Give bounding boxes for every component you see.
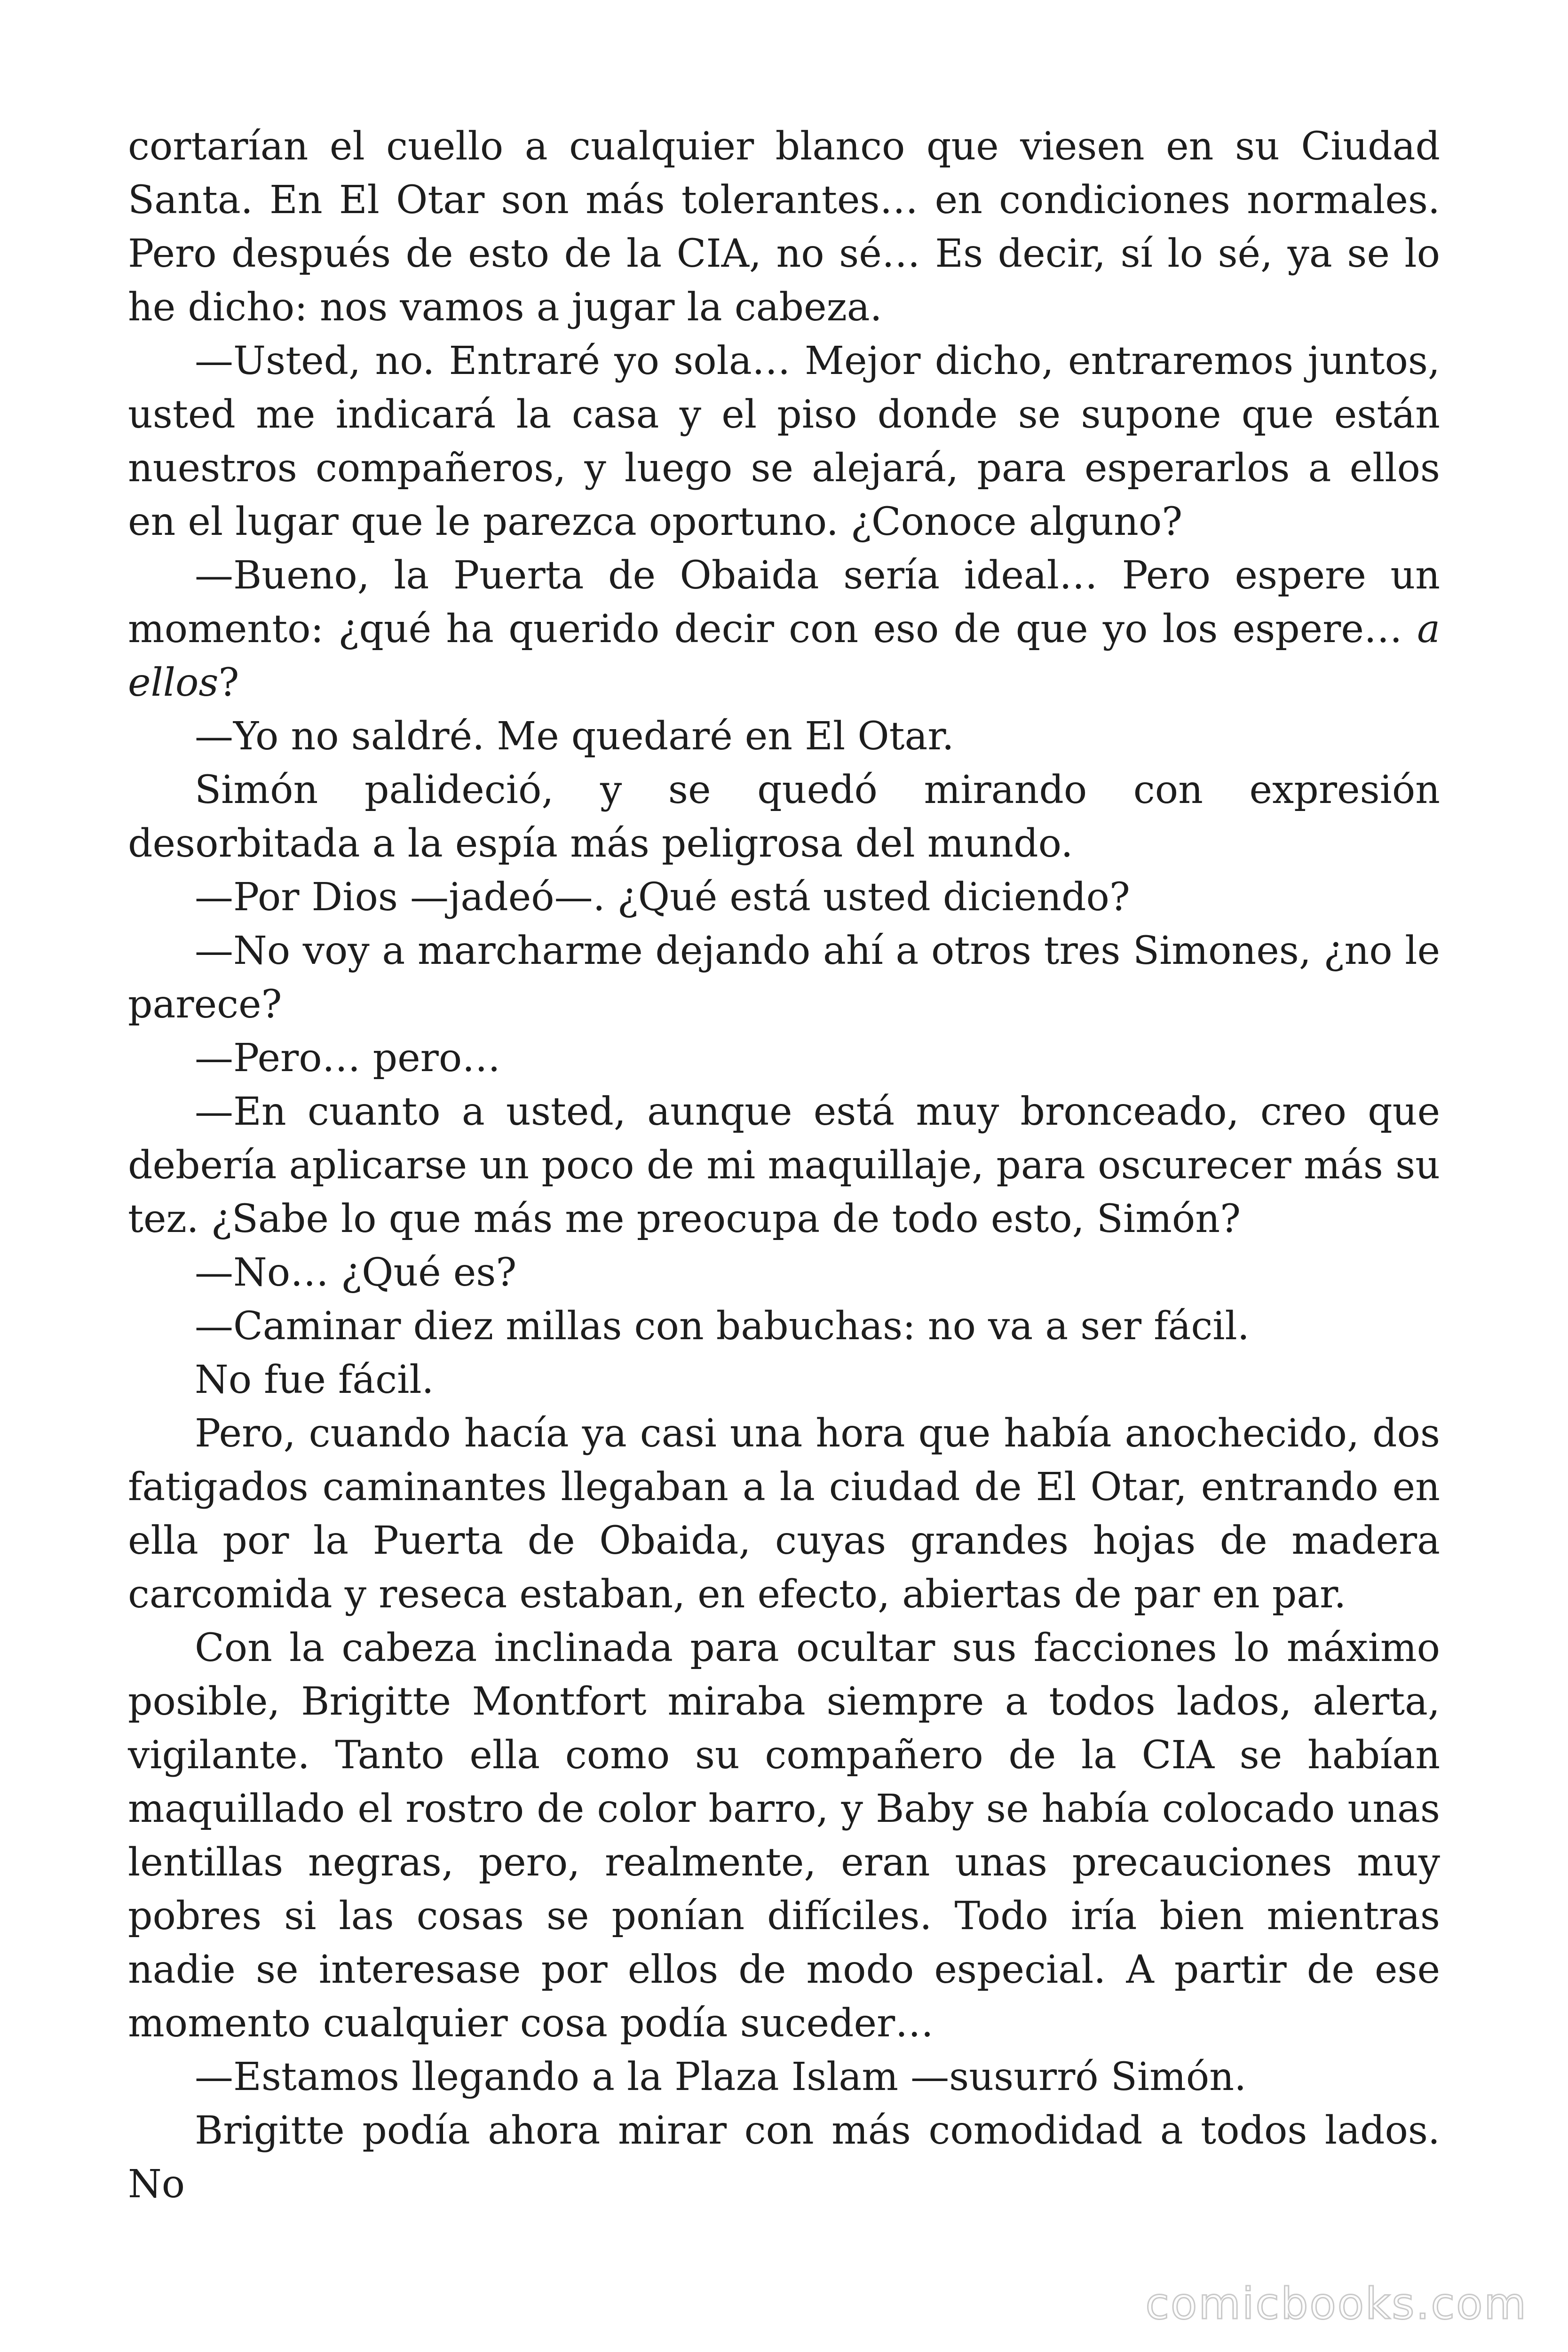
paragraph-1: cortarían el cuello a cualquier blanco que viesen en su Ciudad Santa. En El Otar son más tolerantes… en condiciones normales. Pero después de esto de la CIA, no sé… Es decir, sí lo sé, ya se lo he dicho: nos vamos a jugar la cabeza. — [128, 124, 1440, 330]
paragraph-3-italic: a ellos — [128, 607, 1440, 705]
paragraph-16: Brigitte podía ahora mirar con más comodidad a todos lados. No — [128, 2108, 1440, 2207]
paragraph-3-after: ? — [218, 660, 239, 705]
paragraph-3-text: —Bueno, la Puerta de Obaida sería ideal… Pero espere un momento: ¿qué ha querido decir con eso de que yo los espere… — [128, 553, 1440, 652]
paragraph-8: —Pero… pero… — [195, 1036, 501, 1081]
paragraph-9: —En cuanto a usted, aunque está muy bronceado, creo que debería aplicarse un poco de mi maquillaje, para oscurecer más su tez. ¿Sabe lo que más me preocupa de todo esto, Simón? — [128, 1089, 1440, 1241]
paragraph-10: —No… ¿Qué es? — [195, 1250, 517, 1295]
paragraph-7: —No voy a marcharme dejando ahí a otros tres Simones, ¿no le parece? — [128, 929, 1440, 1027]
paragraph-12: No fue fácil. — [195, 1358, 434, 1402]
paragraph-14: Con la cabeza inclinada para ocultar sus facciones lo máximo posible, Brigitte Montfort miraba siempre a todos lados, alerta, vigilante. Tanto ella como su compañero de la CIA se habían maquillado el rostro de color barro, y Baby se había colocado unas lentillas negras, pero, realmente, eran unas precauciones muy pobres si las cosas se ponían difíciles. Todo iría bien mientras nadie se interesase por ellos de modo especial. A partir de ese momento cualquier cosa podía suceder… — [128, 1626, 1440, 2046]
paragraph-2: —Usted, no. Entraré yo sola… Mejor dicho, entraremos juntos, usted me indicará la casa y el piso donde se supone que están nuestros compañeros, y luego se alejará, para esperarlos a ellos en el lugar que le parezca oportuno. ¿Conoce alguno? — [128, 339, 1440, 544]
paragraph-15: —Estamos llegando a la Plaza Islam —susurró Simón. — [195, 2055, 1247, 2099]
watermark: comicbooks.com — [1145, 2279, 1528, 2329]
paragraph-5: Simón palideció, y se quedó mirando con expresión desorbitada a la espía más peligrosa del mundo. — [128, 768, 1440, 866]
paragraph-11: —Caminar diez millas con babuchas: no va a ser fácil. — [195, 1304, 1250, 1349]
paragraph-4: —Yo no saldré. Me quedaré en El Otar. — [195, 714, 954, 759]
paragraph-3 — [128, 549, 1440, 710]
body-text — [128, 120, 1440, 2211]
paragraph-13: Pero, cuando hacía ya casi una hora que había anochecido, dos fatigados caminantes llegaban a la ciudad de El Otar, entrando en ella por la Puerta de Obaida, cuyas grandes hojas de madera carcomida y reseca estaban, en efecto, abiertas de par en par. — [128, 1411, 1440, 1617]
paragraph-6: —Por Dios —jadeó—. ¿Qué está usted diciendo? — [195, 875, 1130, 920]
